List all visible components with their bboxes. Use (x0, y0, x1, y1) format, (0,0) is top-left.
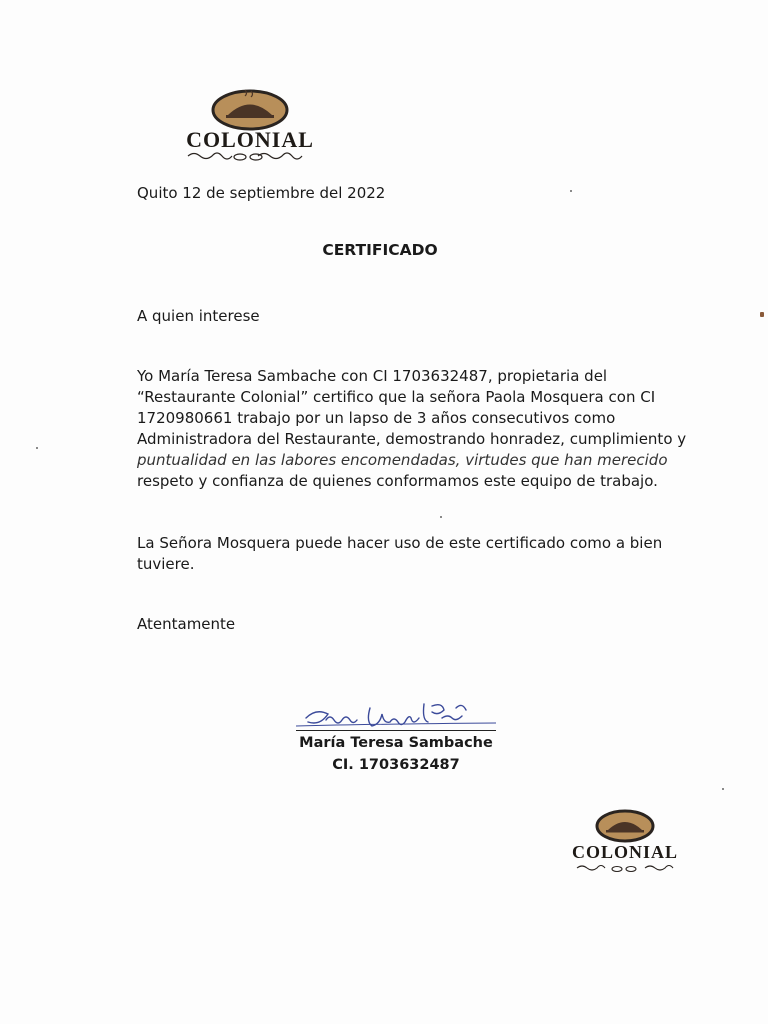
logo-wordmark: COLONIAL (571, 842, 679, 862)
usage-line: La Señora Mosquera puede hacer uso de este certificado como a bien (137, 534, 663, 552)
scan-speck (36, 447, 38, 449)
body-line: 1720980661 trabajo por un lapso de 3 años consecutivos como (137, 409, 616, 427)
letter-date: Quito 12 de septiembre del 2022 (137, 184, 386, 202)
scan-speck (440, 516, 442, 518)
usage-line: tuviere. (137, 555, 195, 573)
logo-wordmark: COLONIAL (186, 127, 314, 152)
certificate-body (137, 366, 687, 492)
scan-speck (570, 190, 572, 192)
colonial-logo-bottom (555, 806, 695, 876)
colonial-logo-emblem (160, 88, 340, 164)
usage-paragraph (137, 533, 663, 575)
signer-id: CI. 1703632487 (332, 757, 460, 773)
letter-greeting: A quien interese (137, 307, 260, 325)
body-line: puntualidad en las labores encomendadas, virtudes que han merecido (137, 451, 668, 469)
signature-line (296, 730, 496, 731)
certificate-title: CERTIFICADO (322, 241, 438, 259)
body-line: Administradora del Restaurante, demostrando honradez, cumplimiento y (137, 430, 687, 448)
body-line: Yo María Teresa Sambache con CI 1703632487, propietaria del (137, 367, 608, 385)
scan-speck (760, 312, 764, 317)
handwritten-signature (292, 696, 502, 738)
letter-closing: Atentamente (137, 615, 236, 633)
colonial-logo-top (160, 88, 340, 164)
signer-name: María Teresa Sambache (299, 735, 493, 751)
scan-speck (722, 788, 724, 790)
body-line: “Restaurante Colonial” certifico que la señora Paola Mosquera con CI (137, 388, 656, 406)
body-line: respeto y confianza de quienes conformamos este equipo de trabajo. (137, 472, 658, 490)
colonial-logo-emblem (555, 806, 695, 876)
